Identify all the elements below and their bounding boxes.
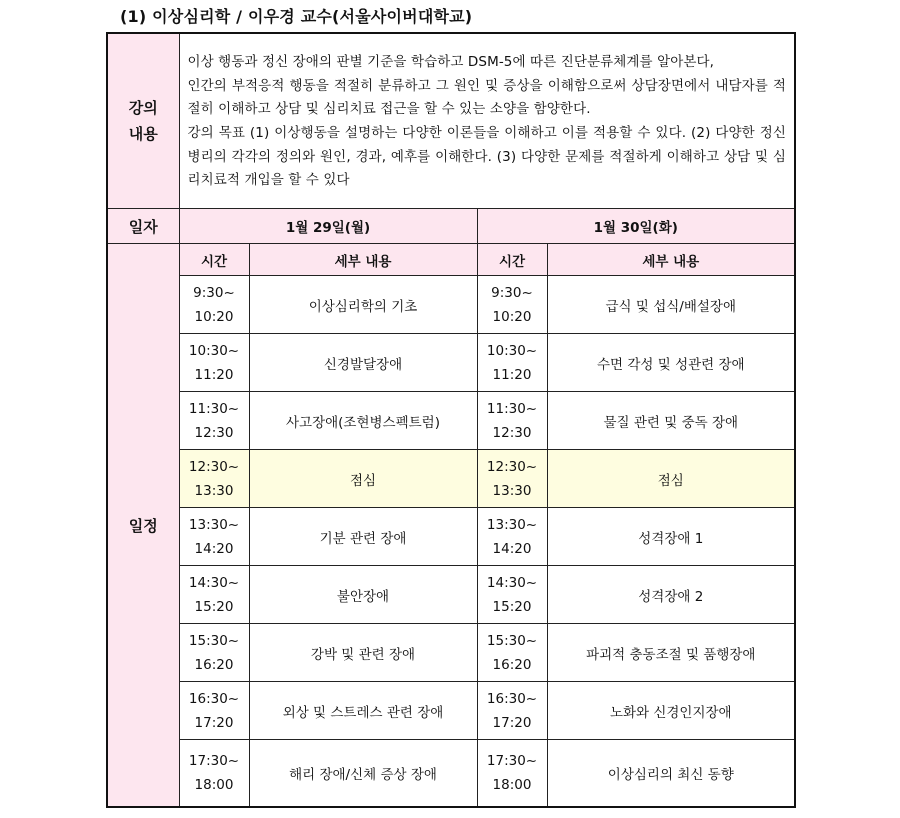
time-start: 15:30~ <box>486 632 538 649</box>
time-start: 15:30~ <box>188 632 240 649</box>
time-cell <box>179 566 249 624</box>
time-cell <box>179 450 249 508</box>
time-cell <box>179 392 249 450</box>
detail-header: 세부 내용 <box>249 244 477 276</box>
time-start: 10:30~ <box>486 342 538 359</box>
day-2-topic: 점심 <box>547 450 795 508</box>
table-row <box>107 740 795 808</box>
table-row <box>107 334 795 392</box>
lecture-content-label: 강의 내용 <box>128 99 158 143</box>
time-cell <box>179 276 249 334</box>
day-2-topic: 이상심리의 최신 동향 <box>547 740 795 808</box>
time-end: 15:20 <box>194 598 234 615</box>
time-end: 11:20 <box>194 366 234 383</box>
description-row <box>107 33 795 209</box>
time-start: 11:30~ <box>486 400 538 417</box>
page-title: (1) 이상심리학 / 이우경 교수(서울사이버대학교) <box>120 7 473 26</box>
time-cell <box>179 334 249 392</box>
time-cell <box>477 276 547 334</box>
time-header: 시간 <box>179 244 249 276</box>
day-1-topic: 이상심리학의 기초 <box>249 276 477 334</box>
time-end: 10:20 <box>492 308 532 325</box>
time-end: 18:00 <box>194 777 234 793</box>
schedule-table <box>106 32 796 808</box>
day-1-topic: 신경발달장애 <box>249 334 477 392</box>
time-header: 시간 <box>477 244 547 276</box>
time-end: 18:00 <box>492 777 532 793</box>
table-row <box>107 508 795 566</box>
time-start: 12:30~ <box>486 458 538 475</box>
time-start: 16:30~ <box>188 690 240 707</box>
schedule-header: 일정 <box>107 244 179 808</box>
time-start: 14:30~ <box>188 574 240 591</box>
table-row <box>107 682 795 740</box>
time-end: 16:20 <box>194 656 234 673</box>
time-start: 17:30~ <box>188 753 240 769</box>
day-2-topic: 성격장애 2 <box>547 566 795 624</box>
time-start: 9:30~ <box>193 284 235 301</box>
time-cell <box>477 566 547 624</box>
time-end: 13:30 <box>492 482 532 499</box>
time-end: 14:20 <box>194 540 234 557</box>
day-1-topic: 사고장애(조현병스펙트럼) <box>249 392 477 450</box>
detail-header: 세부 내용 <box>547 244 795 276</box>
time-cell <box>179 740 249 808</box>
description-line: 인간의 부적응적 행동을 적절히 분류하고 그 원인 및 증상을 이해함으로써 상담장면에서 내담자를 적절히 이해하고 상담 및 심리치료 접근을 할 수 있는 소양을 함양한다. <box>187 77 787 118</box>
time-start: 16:30~ <box>486 690 538 707</box>
time-cell <box>477 682 547 740</box>
time-start: 10:30~ <box>188 342 240 359</box>
description-line: 이상 행동과 정신 장애의 판별 기준을 학습하고 DSM-5에 따른 진단분류체계를 알아본다, <box>187 53 715 70</box>
lecture-content-header <box>107 33 179 209</box>
time-cell <box>477 624 547 682</box>
time-end: 10:20 <box>194 308 234 325</box>
time-end: 12:30 <box>194 424 234 441</box>
time-cell <box>477 508 547 566</box>
column-header-row <box>107 244 795 276</box>
date-row <box>107 209 795 244</box>
table-row <box>107 624 795 682</box>
time-cell <box>477 334 547 392</box>
day-1-topic: 점심 <box>249 450 477 508</box>
table-row <box>107 276 795 334</box>
table-row <box>107 566 795 624</box>
day-1-topic: 해리 장애/신체 증상 장애 <box>249 740 477 808</box>
day-2-topic: 수면 각성 및 성관련 장애 <box>547 334 795 392</box>
time-start: 9:30~ <box>491 284 533 301</box>
lunch-row <box>107 450 795 508</box>
day-1-topic: 강박 및 관련 장애 <box>249 624 477 682</box>
time-end: 12:30 <box>492 424 532 441</box>
day-1-topic: 기분 관련 장애 <box>249 508 477 566</box>
description-line: 강의 목표 (1) 이상행동을 설명하는 다양한 이론들을 이해하고 이를 적용할 수 있다. (2) 다양한 정신병리의 각각의 정의와 원인, 경과, 예후를 이해한다. (3) 다양한 문제를 적절하게 이해하고 상담 및 심리치료적 개입을 할 수 있다 <box>187 125 787 189</box>
time-start: 17:30~ <box>486 753 538 769</box>
time-end: 17:20 <box>492 714 532 731</box>
day-2-topic: 물질 관련 및 중독 장애 <box>547 392 795 450</box>
time-start: 13:30~ <box>486 516 538 533</box>
day-1-header: 1월 29일(월) <box>179 209 477 244</box>
day-2-header: 1월 30일(화) <box>477 209 795 244</box>
time-start: 12:30~ <box>188 458 240 475</box>
time-start: 14:30~ <box>486 574 538 591</box>
time-end: 17:20 <box>194 714 234 731</box>
table-row <box>107 392 795 450</box>
time-cell <box>477 392 547 450</box>
time-end: 11:20 <box>492 366 532 383</box>
day-1-topic: 외상 및 스트레스 관련 장애 <box>249 682 477 740</box>
day-2-topic: 급식 및 섭식/배설장애 <box>547 276 795 334</box>
time-cell <box>179 624 249 682</box>
time-cell <box>477 740 547 808</box>
time-start: 13:30~ <box>188 516 240 533</box>
day-1-topic: 불안장애 <box>249 566 477 624</box>
time-cell <box>179 682 249 740</box>
time-cell <box>179 508 249 566</box>
lecture-description <box>179 33 795 209</box>
day-2-topic: 성격장애 1 <box>547 508 795 566</box>
day-2-topic: 노화와 신경인지장애 <box>547 682 795 740</box>
time-cell <box>477 450 547 508</box>
date-header: 일자 <box>107 209 179 244</box>
time-start: 11:30~ <box>188 400 240 417</box>
time-end: 15:20 <box>492 598 532 615</box>
day-2-topic: 파괴적 충동조절 및 품행장애 <box>547 624 795 682</box>
time-end: 13:30 <box>194 482 234 499</box>
time-end: 16:20 <box>492 656 532 673</box>
time-end: 14:20 <box>492 540 532 557</box>
